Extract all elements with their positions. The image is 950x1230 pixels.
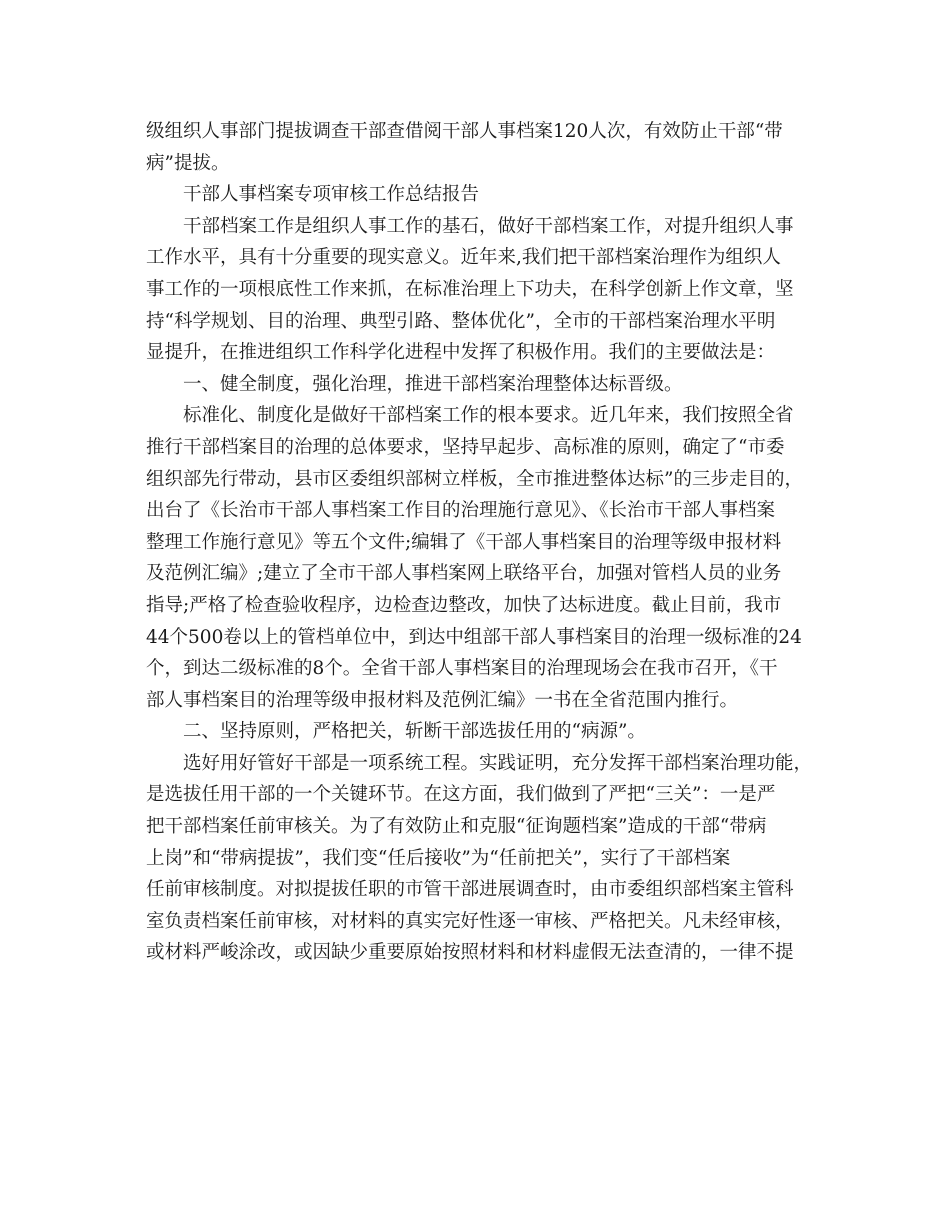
text-line: 持“科学规划、目的治理、典型引路、整体优化”，全市的干部档案治理水平明 <box>146 310 776 332</box>
text-line: 病”提拔。 <box>146 152 230 174</box>
section-heading: 一、健全制度，强化治理，推进干部档案治理整体达标晋级。 <box>183 373 683 395</box>
text-line: 上岗”和“带病提拔”，我们变“任后接收”为“任前把关”，实行了干部档案 <box>146 847 731 869</box>
text-line: 显提升，在推进组织工作科学化进程中发挥了积极作用。我们的主要做法是： <box>146 342 776 364</box>
text-line: 选好用好管好干部是一项系统工程。实践证明，充分发挥干部档案治理功能， <box>183 752 813 774</box>
text-line: 指导;严格了检查验收程序，边检查边整改，加快了达标进度。截止目前，我市 <box>146 594 782 616</box>
text-line: 及范例汇编》;建立了全市干部人事档案网上联络平台，加强对管档人员的业务 <box>146 563 782 585</box>
text-line: 推行干部档案目的治理的总体要求，坚持早起步、高标准的原则，确定了“市委 <box>146 436 785 458</box>
document-body <box>146 116 813 969</box>
text-line: 44个500卷以上的管档单位中，到达中组部干部人事档案目的治理一级标准的24 <box>146 626 802 648</box>
text-line: 事工作的一项根底性工作来抓，在标准治理上下功夫，在科学创新上作文章，坚 <box>146 278 794 300</box>
text-line: 任前审核制度。对拟提拔任职的市管干部进展调查时，由市委组织部档案主管科 <box>146 879 794 901</box>
text-line: 整理工作施行意见》等五个文件;编辑了《干部人事档案目的治理等级申报材料 <box>146 531 782 553</box>
text-line: 或材料严峻涂改，或因缺少重要原始按照材料和材料虚假无法查清的，一律不提 <box>146 942 794 964</box>
text-line: 工作水平，具有十分重要的现实意义。近年来,我们把干部档案治理作为组织人 <box>146 247 781 269</box>
text-line: 室负责档案任前审核，对材料的真实完好性逐一审核、严格把关。凡未经审核， <box>146 910 794 932</box>
section-heading: 二、坚持原则，严格把关，斩断干部选拔任用的“病源”。 <box>183 721 646 743</box>
text-line: 出台了《长治市干部人事档案工作目的治理施行意见》、《长治市干部人事档案 <box>146 500 776 522</box>
section-title: 干部人事档案专项审核工作总结报告 <box>183 184 480 206</box>
text-line: 个，到达二级标准的8个。全省干部人事档案目的治理现场会在我市召开，《干 <box>146 658 778 680</box>
text-line: 标准化、制度化是做好干部档案工作的根本要求。近几年来，我们按照全省 <box>183 405 794 427</box>
text-line: 级组织人事部门提拔调查干部查借阅干部人事档案120人次，有效防止干部“带 <box>146 121 783 142</box>
text-line: 干部档案工作是组织人事工作的基石，做好干部档案工作，对提升组织人事 <box>183 215 794 237</box>
text-line: 把干部档案任前审核关。为了有效防止和克服“征询题档案”造成的干部“带病 <box>146 816 767 838</box>
text-line: 部人事档案目的治理等级申报材料及范例汇编》一书在全省范围内推行。 <box>146 689 739 711</box>
text-line: 组织部先行带动，县市区委组织部树立样板，全市推进整体达标”的三步走目的， <box>146 468 803 490</box>
text-line: 是选拔任用干部的一个关键环节。在这方面，我们做到了严把“三关”：一是严 <box>146 784 776 806</box>
